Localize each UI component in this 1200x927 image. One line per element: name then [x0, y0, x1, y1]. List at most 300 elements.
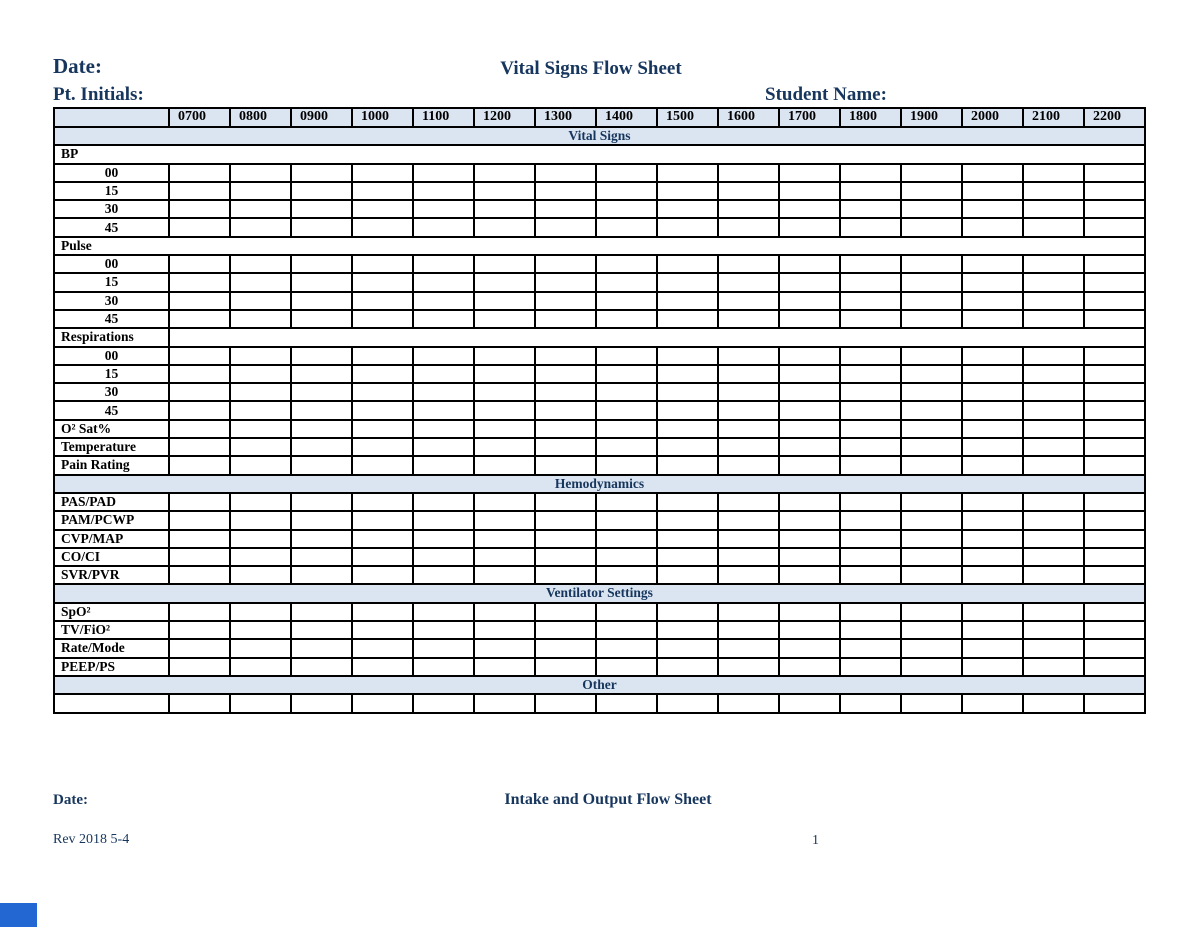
- data-cell: [1084, 200, 1145, 218]
- data-cell: [413, 200, 474, 218]
- data-cell: [596, 401, 657, 419]
- data-cell: [1084, 511, 1145, 529]
- data-cell: [840, 218, 901, 236]
- data-cell: [169, 493, 230, 511]
- row-label-cell: 15: [54, 182, 169, 200]
- data-cell: [718, 273, 779, 291]
- data-cell: [718, 493, 779, 511]
- data-cell: [230, 658, 291, 676]
- data-cell: [840, 456, 901, 474]
- data-cell: [657, 292, 718, 310]
- data-cell: [352, 694, 413, 712]
- data-cell: [657, 383, 718, 401]
- row-label-cell: PEEP/PS: [54, 658, 169, 676]
- date-label: Date:: [53, 54, 102, 78]
- data-cell: [230, 273, 291, 291]
- data-cell: [535, 621, 596, 639]
- data-cell: [291, 218, 352, 236]
- data-cell: [1084, 401, 1145, 419]
- table-row: [54, 621, 1145, 639]
- row-label-cell: 00: [54, 255, 169, 273]
- data-cell: [718, 548, 779, 566]
- data-cell: [291, 694, 352, 712]
- data-cell: [596, 511, 657, 529]
- data-cell: [230, 218, 291, 236]
- data-cell: [718, 420, 779, 438]
- data-cell: [230, 292, 291, 310]
- data-cell: [901, 292, 962, 310]
- data-cell: [535, 255, 596, 273]
- data-cell: [962, 603, 1023, 621]
- data-cell: [901, 182, 962, 200]
- data-cell: [291, 273, 352, 291]
- data-cell: [230, 255, 291, 273]
- table-row: [54, 200, 1145, 218]
- data-cell: [962, 401, 1023, 419]
- data-cell: [779, 566, 840, 584]
- table-row: [54, 255, 1145, 273]
- data-cell: [413, 639, 474, 657]
- data-cell: [352, 255, 413, 273]
- data-cell: [413, 566, 474, 584]
- row-label-cell: CVP/MAP: [54, 530, 169, 548]
- data-cell: [230, 438, 291, 456]
- data-cell: [169, 694, 230, 712]
- row-label-cell: Rate/Mode: [54, 639, 169, 657]
- data-cell: [291, 493, 352, 511]
- data-cell: [413, 365, 474, 383]
- data-cell: [962, 420, 1023, 438]
- data-cell: [596, 639, 657, 657]
- data-cell: [779, 493, 840, 511]
- data-cell: [657, 694, 718, 712]
- time-header-cell: 1400: [596, 108, 657, 127]
- data-cell: [474, 658, 535, 676]
- data-cell: [535, 292, 596, 310]
- data-cell: [718, 401, 779, 419]
- data-cell: [474, 401, 535, 419]
- data-cell: [413, 255, 474, 273]
- data-cell: [840, 255, 901, 273]
- table-row: [54, 420, 1145, 438]
- table-body: [54, 108, 1145, 713]
- data-cell: [1084, 493, 1145, 511]
- data-cell: [779, 347, 840, 365]
- data-cell: [352, 182, 413, 200]
- footer-title: Intake and Output Flow Sheet: [504, 791, 712, 808]
- data-cell: [1023, 658, 1084, 676]
- data-cell: [1023, 310, 1084, 328]
- page-number: 1: [812, 833, 819, 848]
- row-label-cell: 30: [54, 292, 169, 310]
- row-label-cell: 45: [54, 310, 169, 328]
- data-cell: [779, 200, 840, 218]
- time-header-cell: 2000: [962, 108, 1023, 127]
- data-cell: [962, 639, 1023, 657]
- data-cell: [352, 603, 413, 621]
- time-header-row: [54, 108, 1145, 127]
- student-name-label: Student Name:: [765, 84, 887, 105]
- data-cell: [1023, 566, 1084, 584]
- data-cell: [474, 493, 535, 511]
- data-cell: [779, 603, 840, 621]
- data-cell: [779, 218, 840, 236]
- time-header-cell: 0900: [291, 108, 352, 127]
- data-cell: [413, 603, 474, 621]
- section-header-row: [54, 127, 1145, 145]
- data-cell: [291, 548, 352, 566]
- data-cell: [1084, 292, 1145, 310]
- row-label-cell: 15: [54, 273, 169, 291]
- data-cell: [779, 456, 840, 474]
- data-cell: [840, 164, 901, 182]
- data-cell: [291, 566, 352, 584]
- data-cell: [413, 164, 474, 182]
- data-cell: [962, 694, 1023, 712]
- table-row: [54, 273, 1145, 291]
- page-title: Vital Signs Flow Sheet: [500, 58, 682, 79]
- data-cell: [1023, 383, 1084, 401]
- data-cell: [474, 420, 535, 438]
- data-cell: [291, 456, 352, 474]
- data-cell: [1023, 273, 1084, 291]
- data-cell: [1023, 456, 1084, 474]
- data-cell: [230, 511, 291, 529]
- row-label-cell: 00: [54, 347, 169, 365]
- data-cell: [1023, 493, 1084, 511]
- data-cell: [1084, 438, 1145, 456]
- data-cell: [413, 310, 474, 328]
- table-row: [54, 164, 1145, 182]
- data-cell: [840, 401, 901, 419]
- data-cell: [1084, 621, 1145, 639]
- data-cell: [596, 273, 657, 291]
- data-cell: [901, 621, 962, 639]
- data-cell: [352, 566, 413, 584]
- data-cell: [352, 493, 413, 511]
- data-cell: [596, 658, 657, 676]
- data-cell: [657, 182, 718, 200]
- data-cell: [657, 639, 718, 657]
- time-header-cell: 0700: [169, 108, 230, 127]
- data-cell: [840, 603, 901, 621]
- table-row: [54, 603, 1145, 621]
- data-cell: [596, 566, 657, 584]
- data-cell: [718, 530, 779, 548]
- section-header-cell: Vital Signs: [54, 127, 1145, 145]
- data-cell: [657, 401, 718, 419]
- data-cell: [474, 365, 535, 383]
- data-cell: [1023, 548, 1084, 566]
- data-cell: [291, 164, 352, 182]
- data-cell: [596, 438, 657, 456]
- data-cell: [474, 310, 535, 328]
- data-cell: [230, 548, 291, 566]
- data-cell: [352, 658, 413, 676]
- data-cell: [169, 347, 230, 365]
- data-cell: [840, 493, 901, 511]
- data-cell: [596, 383, 657, 401]
- data-cell: [657, 621, 718, 639]
- data-cell: [901, 273, 962, 291]
- table-row: [54, 292, 1145, 310]
- table-row: [54, 401, 1145, 419]
- data-cell: [779, 273, 840, 291]
- data-cell: [1084, 530, 1145, 548]
- row-label-cell: CO/CI: [54, 548, 169, 566]
- table-row: [54, 694, 1145, 712]
- data-cell: [413, 182, 474, 200]
- data-cell: [962, 621, 1023, 639]
- data-cell: [535, 511, 596, 529]
- data-cell: [474, 566, 535, 584]
- time-header-cell: 2100: [1023, 108, 1084, 127]
- data-cell: [352, 347, 413, 365]
- data-cell: [657, 365, 718, 383]
- table-row: [54, 182, 1145, 200]
- data-cell: [962, 530, 1023, 548]
- data-cell: [657, 493, 718, 511]
- data-cell: [291, 420, 352, 438]
- data-cell: [962, 383, 1023, 401]
- data-cell: [352, 456, 413, 474]
- data-cell: [718, 218, 779, 236]
- row-label-cell: O² Sat%: [54, 420, 169, 438]
- data-cell: [291, 255, 352, 273]
- data-cell: [657, 164, 718, 182]
- data-cell: [169, 658, 230, 676]
- data-cell: [1023, 438, 1084, 456]
- data-cell: [230, 383, 291, 401]
- data-cell: [474, 438, 535, 456]
- data-cell: [596, 200, 657, 218]
- data-cell: [413, 621, 474, 639]
- data-cell: [1084, 182, 1145, 200]
- data-cell: [962, 310, 1023, 328]
- data-cell: [1084, 456, 1145, 474]
- data-cell: [1084, 218, 1145, 236]
- row-label-cell: PAS/PAD: [54, 493, 169, 511]
- data-cell: [169, 218, 230, 236]
- data-cell: [1084, 273, 1145, 291]
- data-cell: [413, 438, 474, 456]
- data-cell: [413, 493, 474, 511]
- data-cell: [352, 511, 413, 529]
- data-cell: [779, 255, 840, 273]
- table-row: [54, 493, 1145, 511]
- data-cell: [840, 621, 901, 639]
- data-cell: [718, 255, 779, 273]
- data-cell: [718, 347, 779, 365]
- data-cell: [962, 658, 1023, 676]
- data-cell: [779, 658, 840, 676]
- data-cell: [718, 566, 779, 584]
- row-label-cell: 45: [54, 218, 169, 236]
- row-label-cell: Temperature: [54, 438, 169, 456]
- data-cell: [413, 694, 474, 712]
- time-header-cell: 1900: [901, 108, 962, 127]
- data-cell: [1023, 182, 1084, 200]
- data-cell: [535, 639, 596, 657]
- data-cell: [718, 292, 779, 310]
- data-cell: [352, 273, 413, 291]
- data-cell: [230, 347, 291, 365]
- data-cell: [962, 273, 1023, 291]
- data-cell: [657, 566, 718, 584]
- data-cell: [291, 603, 352, 621]
- data-cell: [291, 511, 352, 529]
- data-cell: [779, 292, 840, 310]
- data-cell: [840, 658, 901, 676]
- data-cell: [535, 164, 596, 182]
- data-cell: [413, 548, 474, 566]
- time-header-blank-cell: [54, 108, 169, 127]
- table-row: [54, 383, 1145, 401]
- data-cell: [901, 493, 962, 511]
- data-cell: [474, 621, 535, 639]
- merged-empty-cell: [169, 328, 1145, 346]
- data-cell: [1023, 365, 1084, 383]
- data-cell: [352, 420, 413, 438]
- data-cell: [169, 548, 230, 566]
- data-cell: [169, 255, 230, 273]
- data-cell: [169, 566, 230, 584]
- data-cell: [413, 347, 474, 365]
- table-row: [54, 237, 1145, 255]
- data-cell: [718, 182, 779, 200]
- data-cell: [535, 383, 596, 401]
- data-cell: [474, 255, 535, 273]
- data-cell: [230, 603, 291, 621]
- data-cell: [535, 438, 596, 456]
- data-cell: [596, 621, 657, 639]
- data-cell: [901, 694, 962, 712]
- data-cell: [169, 511, 230, 529]
- data-cell: [901, 438, 962, 456]
- table-row: [54, 639, 1145, 657]
- row-label-cell: Pulse: [54, 237, 1145, 255]
- data-cell: [779, 438, 840, 456]
- data-cell: [535, 218, 596, 236]
- row-label-cell: 15: [54, 365, 169, 383]
- data-cell: [474, 292, 535, 310]
- data-cell: [657, 456, 718, 474]
- time-header-cell: 1300: [535, 108, 596, 127]
- data-cell: [596, 164, 657, 182]
- data-cell: [535, 273, 596, 291]
- data-cell: [474, 383, 535, 401]
- row-label-cell: PAM/PCWP: [54, 511, 169, 529]
- data-cell: [840, 383, 901, 401]
- pt-initials-label: Pt. Initials:: [53, 84, 144, 105]
- footer-date-label: Date:: [53, 792, 88, 808]
- data-cell: [535, 420, 596, 438]
- data-cell: [718, 310, 779, 328]
- data-cell: [901, 255, 962, 273]
- data-cell: [779, 182, 840, 200]
- data-cell: [535, 694, 596, 712]
- data-cell: [779, 511, 840, 529]
- data-cell: [840, 310, 901, 328]
- data-cell: [230, 420, 291, 438]
- data-cell: [352, 200, 413, 218]
- table-row: [54, 438, 1145, 456]
- data-cell: [169, 438, 230, 456]
- section-header-row: [54, 475, 1145, 493]
- data-cell: [962, 566, 1023, 584]
- data-cell: [352, 530, 413, 548]
- data-cell: [1084, 658, 1145, 676]
- data-cell: [840, 511, 901, 529]
- data-cell: [230, 182, 291, 200]
- data-cell: [1023, 694, 1084, 712]
- section-header-row: [54, 584, 1145, 602]
- data-cell: [230, 456, 291, 474]
- data-cell: [1023, 420, 1084, 438]
- data-cell: [1023, 218, 1084, 236]
- data-cell: [901, 200, 962, 218]
- data-cell: [596, 694, 657, 712]
- data-cell: [1023, 164, 1084, 182]
- row-label-cell: Pain Rating: [54, 456, 169, 474]
- data-cell: [962, 347, 1023, 365]
- section-header-row: [54, 676, 1145, 694]
- time-header-cell: 2200: [1084, 108, 1145, 127]
- data-cell: [1084, 420, 1145, 438]
- data-cell: [840, 273, 901, 291]
- data-cell: [352, 310, 413, 328]
- data-cell: [230, 310, 291, 328]
- data-cell: [535, 530, 596, 548]
- data-cell: [962, 548, 1023, 566]
- data-cell: [901, 530, 962, 548]
- data-cell: [962, 182, 1023, 200]
- data-cell: [1023, 401, 1084, 419]
- data-cell: [535, 658, 596, 676]
- data-cell: [169, 200, 230, 218]
- data-cell: [596, 218, 657, 236]
- data-cell: [840, 694, 901, 712]
- data-cell: [657, 200, 718, 218]
- data-cell: [1023, 530, 1084, 548]
- data-cell: [1023, 511, 1084, 529]
- data-cell: [291, 658, 352, 676]
- data-cell: [596, 493, 657, 511]
- data-cell: [169, 310, 230, 328]
- data-cell: [291, 530, 352, 548]
- data-cell: [901, 401, 962, 419]
- data-cell: [779, 621, 840, 639]
- table-row: [54, 548, 1145, 566]
- data-cell: [901, 511, 962, 529]
- data-cell: [779, 639, 840, 657]
- data-cell: [779, 164, 840, 182]
- data-cell: [230, 621, 291, 639]
- data-cell: [962, 255, 1023, 273]
- data-cell: [169, 273, 230, 291]
- flow-sheet-table: [53, 107, 1146, 714]
- data-cell: [901, 603, 962, 621]
- data-cell: [474, 511, 535, 529]
- data-cell: [413, 420, 474, 438]
- data-cell: [1084, 548, 1145, 566]
- data-cell: [230, 694, 291, 712]
- data-cell: [535, 182, 596, 200]
- data-cell: [474, 347, 535, 365]
- data-cell: [352, 292, 413, 310]
- data-cell: [718, 438, 779, 456]
- row-label-cell: BP: [54, 145, 1145, 163]
